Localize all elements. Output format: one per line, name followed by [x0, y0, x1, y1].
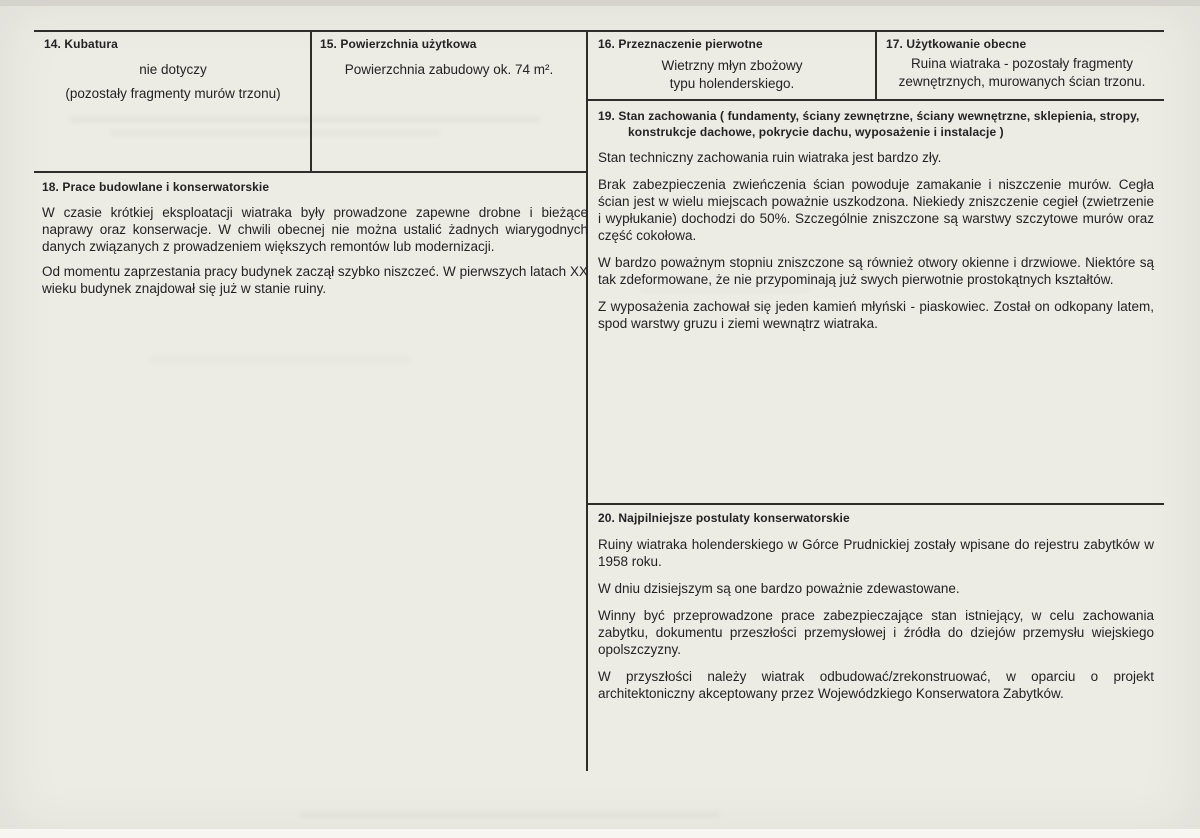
- field-uzytkowanie-value: Ruina wiatraka - pozostały fragmenty: [910, 56, 1134, 71]
- field-kubatura: [44, 37, 302, 102]
- field-kubatura-note: (pozostały fragmenty murów trzonu): [65, 85, 281, 101]
- scan-artifact: [150, 356, 410, 363]
- field-przeznaczenie-value: Wietrzny młyn zbożowy: [661, 58, 803, 73]
- field-powierzchnia-value: Powierzchnia zabudowy ok. 74 m².: [344, 62, 554, 77]
- field-przeznaczenie-value: typu holenderskiego.: [669, 75, 795, 91]
- table-border-under-16-17: [586, 99, 1164, 101]
- section-title-line: 19. Stan zachowania ( fundamenty, ściany zewnętrzne, ściany wewnętrzne, sklepienia, stropy,: [598, 109, 1140, 123]
- section-postulaty-title: 20. Najpilniejsze postulaty konserwatorskie: [598, 511, 850, 525]
- section-prace-budowlane-title: 18. Prace budowlane i konserwatorskie: [42, 180, 270, 194]
- section-title-line: konstrukcje dachowe, pokrycie dachu, wyposażenie i instalacje ): [628, 125, 1004, 140]
- scan-edge-bottom: [0, 829, 1200, 838]
- paragraph: Od momentu zaprzestania pracy budynek zaczął szybko niszczeć. W pierwszych latach XX wieku budynek znajdował się już w stanie ruiny.: [42, 264, 588, 297]
- scan-edge-top: [0, 0, 1200, 6]
- paragraph: W przyszłości należy wiatrak odbudować/zrekonstruować, w oparciu o projekt architektoniczny akceptowany przez Wojewódzkiego Konserwatora Zabytków.: [598, 669, 1154, 702]
- table-border-center-vertical: [586, 30, 588, 771]
- table-border-top: [34, 30, 1164, 32]
- field-uzytkowanie: [886, 37, 1158, 90]
- paragraph: W dniu dzisiejszym są one bardzo poważnie zdewastowane.: [598, 581, 960, 597]
- field-kubatura-value: nie dotyczy: [139, 62, 207, 77]
- field-uzytkowanie-value: zewnętrznych, murowanych ścian trzonu.: [898, 73, 1146, 89]
- field-uzytkowanie-label: 17. Użytkowanie obecne: [886, 37, 1027, 51]
- section-postulaty-konserwatorskie: [598, 510, 1154, 712]
- paragraph: Brak zabezpieczenia zwieńczenia ścian powoduje zamakanie i niszczenie murów. Cegła ścian jest w wielu miejscach poważnie uszkodzona. Niekiedy zniszczenie cegieł (zwietrzenie i wypłukanie) dochodzi do 50%. Szczególnie zniszczone są warstwy szczytowe murów oraz część cokołowa.: [598, 177, 1154, 244]
- table-border-above-20: [586, 503, 1164, 505]
- field-przeznaczenie-label: 16. Przeznaczenie pierwotne: [598, 37, 763, 51]
- field-kubatura-label: 14. Kubatura: [44, 37, 118, 51]
- paragraph: Winny być przeprowadzone prace zabezpieczające stan istniejący, w celu zachowania zabytku, dokumentu przeszłości przemysłowej i źródła do dziejów przemysłu wiejskiego opolszczyzny.: [598, 608, 1154, 658]
- scan-artifact: [70, 116, 540, 123]
- section-stan-zachowania-title: [598, 108, 1154, 140]
- scan-artifact: [110, 130, 440, 136]
- paragraph: W bardzo poważnym stopniu zniszczone są również otwory okienne i drzwiowe. Niektóre są tak zdeformowane, że nie przypominają już swych pierwotnie prostokątnych kształtów.: [598, 255, 1154, 288]
- table-border-between-16-17: [875, 30, 877, 101]
- table-border-under-14-15: [34, 171, 588, 173]
- section-stan-zachowania: [598, 108, 1154, 342]
- scan-artifact: [300, 812, 720, 818]
- paragraph: Z wyposażenia zachował się jeden kamień młyński - piaskowiec. Został on odkopany latem, spod warstwy gruzu i ziemi wewnątrz wiatraka.: [598, 299, 1154, 332]
- paragraph: Ruiny wiatraka holenderskiego w Górce Prudnickiej zostały wpisane do rejestru zabytków w 1958 roku.: [598, 537, 1154, 570]
- field-powierzchnia: [320, 37, 578, 79]
- table-border-between-14-15: [310, 30, 312, 173]
- field-powierzchnia-label: 15. Powierzchnia użytkowa: [320, 37, 477, 51]
- paragraph: W czasie krótkiej eksploatacji wiatraka były prowadzone zapewne drobne i bieżące naprawy oraz konserwacje. W chwili obecnej nie można ustalić żadnych wiarygodnych danych związanych z prowadzeniem większych remontów lub modernizacji.: [42, 205, 588, 255]
- paragraph: Stan techniczny zachowania ruin wiatraka jest bardzo zły.: [598, 150, 942, 166]
- section-prace-budowlane: [42, 179, 588, 305]
- field-przeznaczenie: [598, 37, 866, 92]
